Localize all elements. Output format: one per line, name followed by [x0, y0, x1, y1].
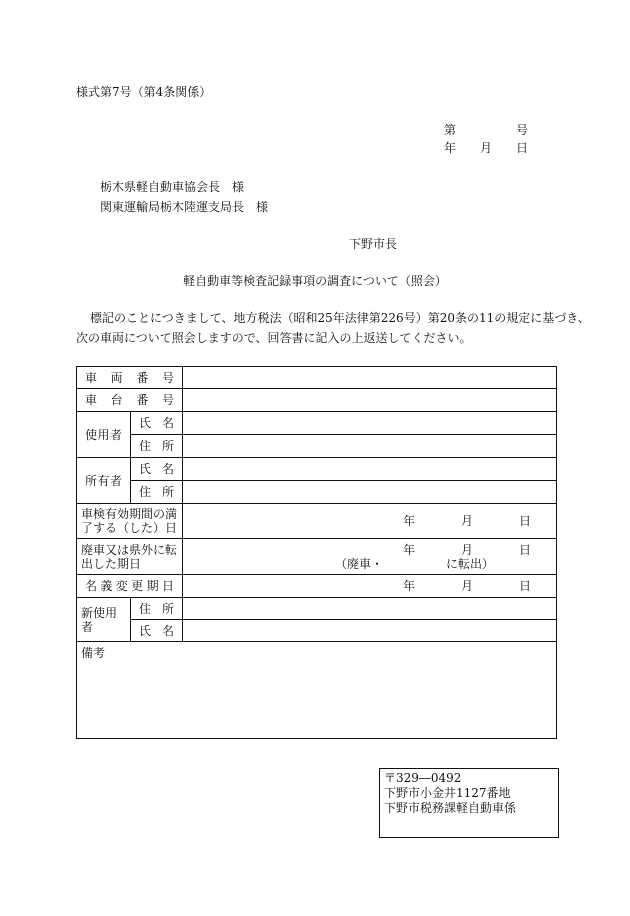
- field-user-address[interactable]: [183, 435, 557, 458]
- row-new-user-address: [77, 598, 557, 620]
- label-vehicle-number: 車両番号: [77, 367, 183, 389]
- field-vehicle-number[interactable]: [183, 367, 557, 389]
- label-name-change-date: 名義変更期日: [77, 575, 183, 598]
- label-inspection-expiry: 車検有効期間の満了する（した）日: [77, 504, 183, 539]
- date-month: 月: [479, 141, 492, 155]
- paren-transfer: に転出）: [445, 556, 494, 571]
- row-name-change-date: [77, 575, 557, 598]
- row-chassis-number: [77, 389, 557, 412]
- row-vehicle-number: [77, 367, 557, 389]
- field-name-change-date[interactable]: [183, 575, 557, 598]
- label-user: 使用者: [77, 412, 131, 458]
- scrap-day: 日: [519, 542, 532, 557]
- body-line-2: 次の車両について照会しますので、回答書に記入の上返送してください。: [76, 331, 472, 345]
- row-owner-address: [77, 481, 557, 504]
- change-month: 月: [461, 579, 474, 593]
- label-chassis-number: 車台番号: [77, 389, 183, 412]
- field-remarks[interactable]: [77, 642, 557, 739]
- label-user-name: 氏名: [131, 412, 183, 435]
- recipient-1: 栃木県軽自動車協会長 様: [100, 180, 245, 194]
- scrap-month: 月: [461, 542, 474, 557]
- row-inspection-expiry: [77, 504, 557, 539]
- label-new-user-address: 住所: [131, 598, 183, 620]
- field-owner-name[interactable]: [183, 458, 557, 481]
- document-date-line: [444, 140, 528, 156]
- street-address: 下野市小金井1127番地: [384, 786, 511, 800]
- field-user-name[interactable]: [183, 412, 557, 435]
- field-new-user-name[interactable]: [183, 620, 557, 642]
- sender: 下野市長: [349, 237, 398, 251]
- row-remarks: [77, 642, 557, 739]
- label-new-user: 新使用者: [77, 598, 131, 642]
- postal-code: 〒329―0492: [384, 771, 462, 785]
- form-number: 様式第7号（第4条関係）: [76, 85, 212, 99]
- return-address-box: [379, 768, 559, 838]
- document-subject: 軽自動車等検査記録事項の調査について（照会）: [183, 274, 447, 288]
- change-day: 日: [519, 579, 532, 593]
- inquiry-form-table: [76, 366, 557, 739]
- document-number-line: [444, 122, 528, 138]
- label-scrap-date: 廃車又は県外に転出した期日: [77, 539, 183, 575]
- expiry-month: 月: [461, 514, 474, 528]
- paren-scrap: （廃車・: [335, 556, 384, 571]
- label-user-address: 住所: [131, 435, 183, 458]
- change-year: 年: [403, 579, 416, 593]
- number-suffix: 号: [515, 123, 528, 137]
- field-owner-address[interactable]: [183, 481, 557, 504]
- row-user-address: [77, 435, 557, 458]
- scrap-year: 年: [403, 542, 416, 557]
- field-scrap-date[interactable]: [183, 539, 557, 575]
- field-new-user-address[interactable]: [183, 598, 557, 620]
- label-owner-address: 住所: [131, 481, 183, 504]
- body-line-1: 標記のことにつきまして、地方税法（昭和25年法律第226号）第20条の11の規定に基づき、: [90, 311, 590, 325]
- expiry-year: 年: [403, 514, 416, 528]
- field-inspection-expiry[interactable]: [183, 504, 557, 539]
- row-owner-name: [77, 458, 557, 481]
- row-scrap-date: [77, 539, 557, 575]
- expiry-day: 日: [519, 514, 532, 528]
- recipient-2: 関東運輸局栃木陸運支局長 様: [100, 200, 269, 214]
- label-owner: 所有者: [77, 458, 131, 504]
- label-owner-name: 氏名: [131, 458, 183, 481]
- label-new-user-name: 氏名: [131, 620, 183, 642]
- date-year: 年: [444, 141, 457, 155]
- row-new-user-name: [77, 620, 557, 642]
- row-user-name: [77, 412, 557, 435]
- number-label: 第: [444, 123, 457, 137]
- label-remarks: 備考: [81, 646, 106, 660]
- department: 下野市税務課軽自動車係: [384, 801, 517, 815]
- field-chassis-number[interactable]: [183, 389, 557, 412]
- date-day: 日: [515, 141, 528, 155]
